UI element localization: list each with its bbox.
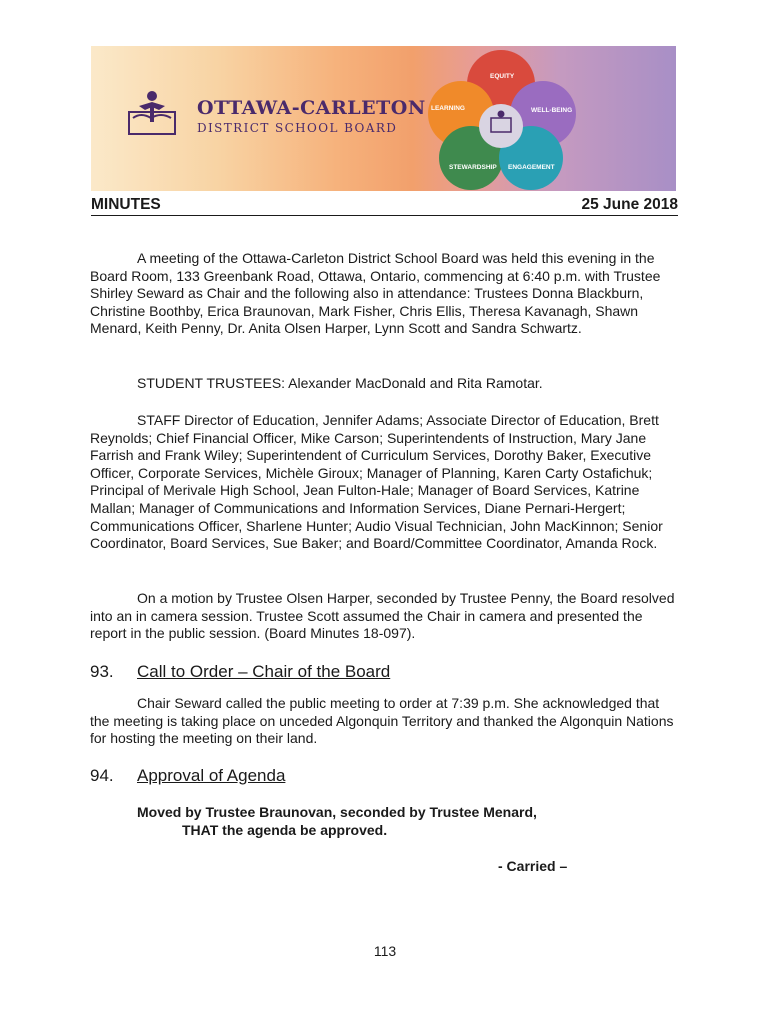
org-name-line2: DISTRICT SCHOOL BOARD — [197, 121, 398, 135]
minutes-heading — [91, 196, 678, 216]
section-number: 94. — [90, 766, 114, 785]
org-name — [197, 97, 426, 135]
wheel-label-engagement: ENGAGEMENT — [508, 164, 555, 171]
board-logo-icon — [129, 91, 175, 134]
motion-text: Moved by Trustee Braunovan, seconded by Trustee Menard, — [137, 804, 537, 820]
meeting-date: 25 June 2018 — [581, 196, 678, 213]
wheel-label-learning: LEARNING — [431, 105, 465, 112]
wheel-label-wellbeing: WELL-BEING — [531, 107, 573, 114]
staff-paragraph: STAFF Director of Education, Jennifer Adams; Associate Director of Education, Brett Reynolds; Chief Financial Officer, Mike Carson; Superintendents of Instruction, Mary Jane Farrish and Frank Wiley; Superintendent of Curriculum Services, Dorothy Baker, Executive Officer, Corporate Services, Michèle Giroux; Manager of Planning, Karen Carty Ostafichuk; Principal of Merivale High School, Jean Fulton-Hale; Manager of Board Services, Katrine Mallan; Manager of Communications and Information Services, Diane Pernari-Hergert; Communications Officer, Sharlene Hunter; Audio Visual Technician, John MacKinnon; Senior Coordinator, Board Services, Sue Baker; and Board/Committee Coordinator, Amanda Rock. — [90, 412, 663, 552]
page-number: 113 — [373, 943, 397, 959]
header-banner — [91, 46, 676, 191]
section-title: Approval of Agenda — [137, 766, 286, 785]
wheel-label-stewardship: STEWARDSHIP — [449, 164, 497, 171]
student-trustees-paragraph: STUDENT TRUSTEES: Alexander MacDonald and Rita Ramotar. — [137, 375, 543, 391]
in-camera-paragraph: On a motion by Trustee Olsen Harper, seconded by Trustee Penny, the Board resolved into an in camera session. Trustee Scott assumed the Chair in camera and presented the report in the public session. (Board Minutes 18-097). — [90, 590, 675, 642]
section-number: 93. — [90, 662, 114, 681]
section-title: Call to Order – Chair of the Board — [137, 662, 391, 681]
org-name-line1: OTTAWA-CARLETON — [197, 97, 426, 119]
section-93-body: Chair Seward called the public meeting to order at 7:39 p.m. She acknowledged that the meeting is taking place on unceded Algonquin Territory and thanked the Algonquin Nations for hosting the meeting on their land. — [90, 695, 674, 747]
minutes-title: MINUTES — [91, 196, 161, 213]
wheel-label-equity: EQUITY — [490, 73, 515, 80]
attendance-paragraph: A meeting of the Ottawa-Carleton District School Board was held this evening in the Board Room, 133 Greenbank Road, Ottawa, Ontario, commencing at 6:40 p.m. with Trustee Shirley Seward as Chair and the following also in attendance: Trustees Donna Blackburn, Christine Boothby, Erica Braunovan, Mark Fisher, Chris Ellis, Theresa Kavanagh, Shawn Menard, Keith Penny, Dr. Anita Olsen Harper, Lynn Scott and Sandra Schwartz. — [90, 250, 661, 337]
motion-result: - Carried – — [498, 858, 568, 874]
resolution-text: THAT the agenda be approved. — [182, 822, 388, 838]
